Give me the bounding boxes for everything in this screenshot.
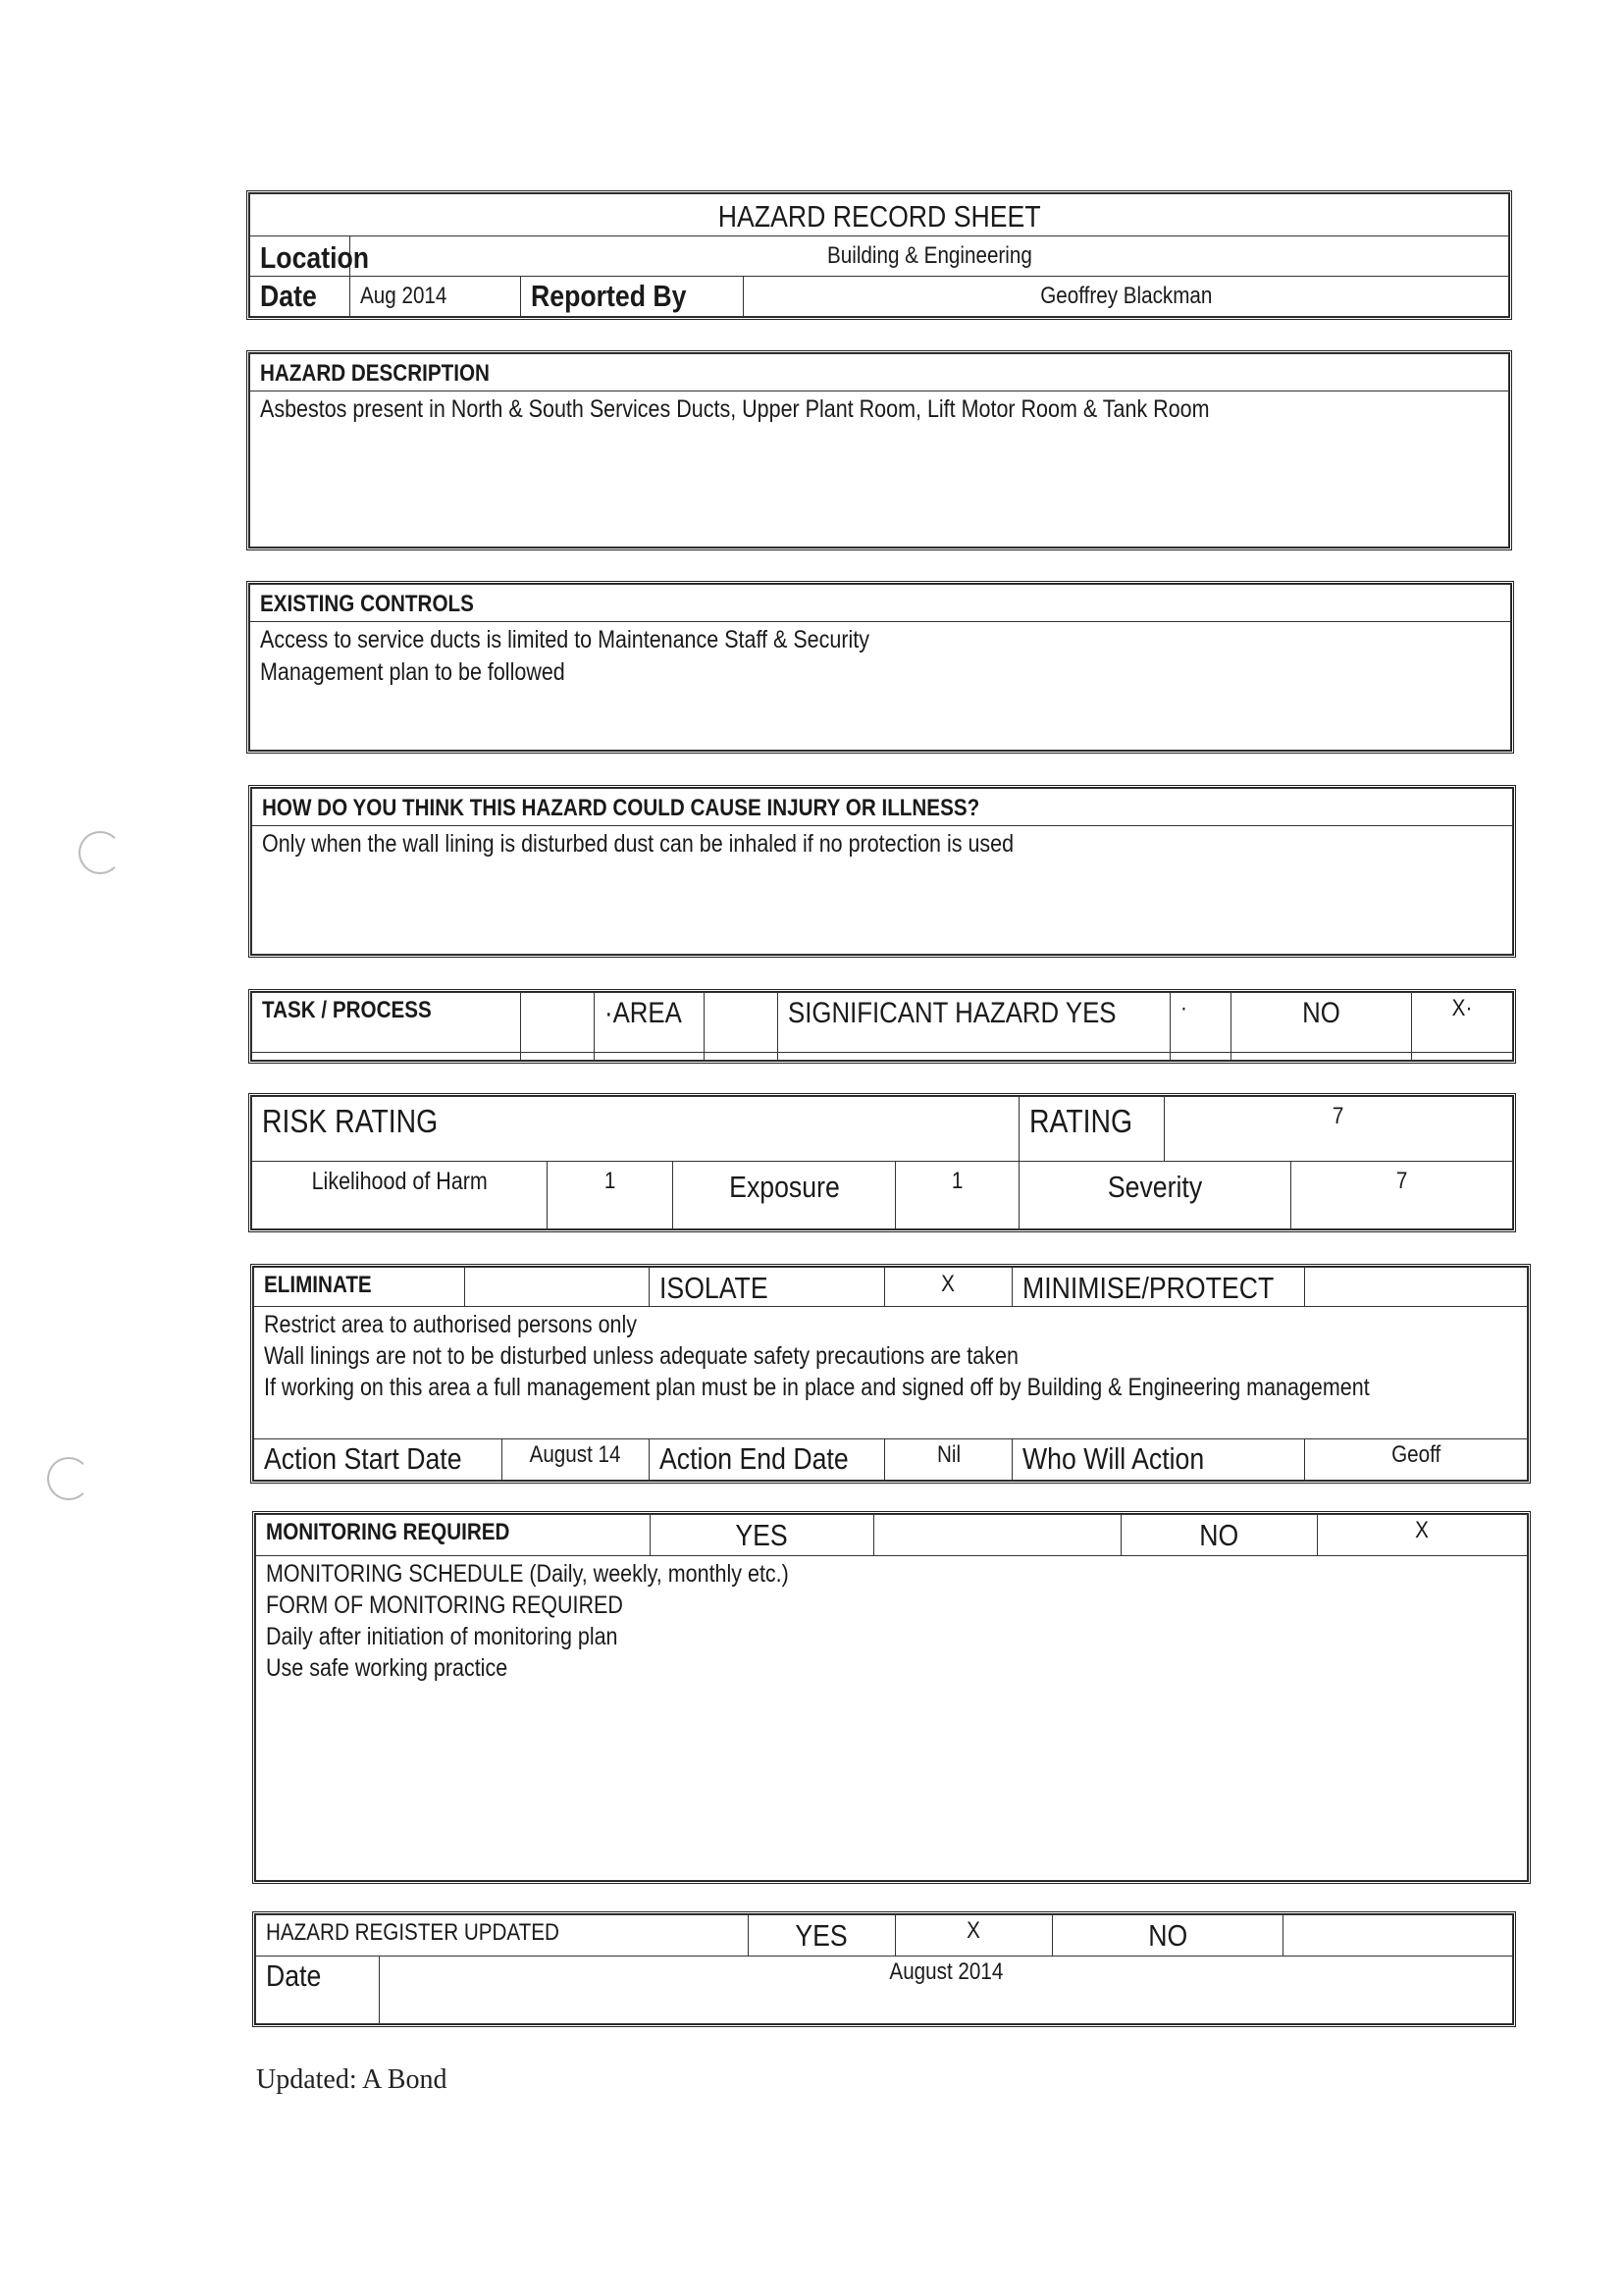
- severity-label-cell: [1020, 1162, 1291, 1229]
- monitoring-line: MONITORING SCHEDULE (Daily, weekly, monthly etc.): [266, 1560, 789, 1588]
- monitoring-line: FORM OF MONITORING REQUIRED: [266, 1592, 623, 1619]
- location-label-cell: [250, 236, 370, 277]
- controls-body: [254, 1307, 1528, 1439]
- task-process-box: [248, 989, 1516, 1064]
- punch-hole-mark: [79, 831, 122, 874]
- significant-no-label: NO: [1302, 997, 1340, 1029]
- severity-value: 7: [1395, 1168, 1408, 1194]
- updated-by-footer: Updated: A Bond: [256, 2064, 447, 2095]
- who-will-action-value: Geoff: [1390, 1441, 1441, 1468]
- register-date-value: August 2014: [889, 1958, 1003, 1985]
- eliminate-label: ELIMINATE: [264, 1272, 372, 1298]
- significant-hazard-label: SIGNIFICANT HAZARD YES: [788, 997, 1117, 1029]
- likelihood-value-cell: [548, 1162, 673, 1229]
- register-heading-cell: [256, 1915, 749, 1957]
- injury-heading: HOW DO YOU THINK THIS HAZARD COULD CAUSE INJURY OR ILLNESS?: [262, 795, 980, 821]
- controls-line: Restrict area to authorised persons only: [264, 1311, 638, 1338]
- risk-rating-table: [251, 1096, 1513, 1229]
- register-heading: HAZARD REGISTER UPDATED: [266, 1919, 559, 1946]
- hazard-description-box: [246, 350, 1512, 550]
- exposure-label: Exposure: [728, 1170, 840, 1204]
- monitoring-line: Use safe working practice: [266, 1654, 508, 1682]
- register-table: [255, 1914, 1513, 2024]
- task-process-label-cell: [252, 993, 521, 1053]
- action-start-cell: [254, 1439, 650, 1481]
- action-end-label: Action End Date: [659, 1441, 849, 1476]
- severity-value-cell: [1291, 1162, 1513, 1229]
- action-start-label-cell: [254, 1439, 501, 1480]
- action-end-value-cell: [885, 1439, 1013, 1481]
- controls-line: Wall linings are not to be disturbed unless adequate safety precautions are taken: [264, 1342, 1019, 1370]
- exposure-value-cell: [896, 1162, 1020, 1229]
- risk-rating-label-cell: [252, 1097, 1020, 1162]
- area-value-cell: [705, 993, 778, 1053]
- significant-yes-cell: [1171, 993, 1231, 1053]
- hazard-description-heading: HAZARD DESCRIPTION: [260, 360, 490, 387]
- existing-controls-line: Access to service ducts is limited to Maintenance Staff & Security: [260, 626, 869, 653]
- monitoring-yes-label: YES: [735, 1518, 789, 1552]
- register-yes-label-cell: [749, 1915, 896, 1957]
- register-date-label: Date: [266, 1958, 322, 1993]
- hazard-description-heading-cell: [250, 354, 1509, 391]
- location-value: Building & Engineering: [826, 242, 1032, 269]
- monitoring-no-label-cell: [1122, 1515, 1318, 1556]
- significant-no-value-cell: [1412, 993, 1513, 1053]
- exposure-value: 1: [951, 1168, 964, 1194]
- significant-no-label-cell: [1231, 993, 1412, 1053]
- monitoring-yes-label-cell: [651, 1515, 874, 1556]
- action-start-value-cell: [501, 1439, 649, 1480]
- monitoring-heading: MONITORING REQUIRED: [266, 1519, 510, 1545]
- monitoring-table: [255, 1514, 1528, 1881]
- injury-line: Only when the wall lining is disturbed dust can be inhaled if no protection is used: [262, 830, 1015, 858]
- register-no-label-cell: [1053, 1915, 1283, 1957]
- existing-controls-body: [250, 622, 1511, 751]
- rating-value-cell: [1165, 1097, 1513, 1162]
- area-label-cell: [595, 993, 705, 1053]
- action-end-label-cell: [650, 1439, 885, 1481]
- hazard-description-body: [250, 391, 1509, 548]
- header-table: [249, 193, 1509, 317]
- date-value: Aug 2014: [360, 283, 447, 309]
- monitoring-body: [256, 1556, 1528, 1881]
- action-start-label: Action Start Date: [264, 1441, 462, 1476]
- hazard-description-line: Asbestos present in North & South Services Ducts, Upper Plant Room, Lift Motor Room & Tank Room: [260, 395, 1210, 423]
- monitoring-line: Daily after initiation of monitoring plan: [266, 1623, 618, 1650]
- controls-table: [253, 1267, 1528, 1481]
- sheet-title-cell: [250, 194, 1509, 236]
- monitoring-yes-value-cell: [874, 1515, 1122, 1556]
- injury-heading-cell: [252, 789, 1513, 826]
- minimise-label: MINIMISE/PROTECT: [1022, 1271, 1275, 1305]
- eliminate-label-cell: [254, 1268, 465, 1307]
- hazard-description-table: [249, 353, 1509, 548]
- eliminate-value-cell: [465, 1268, 650, 1307]
- who-will-action-label: Who Will Action: [1022, 1441, 1205, 1476]
- isolate-label: ISOLATE: [659, 1271, 768, 1305]
- likelihood-label-cell: [252, 1162, 548, 1229]
- existing-controls-line: Management plan to be followed: [260, 658, 565, 686]
- isolate-value-cell: [885, 1268, 1013, 1307]
- punch-hole-mark: [47, 1457, 90, 1500]
- register-no-value-cell: [1283, 1915, 1513, 1957]
- action-start-inner: [254, 1439, 649, 1480]
- date-label: Date: [260, 279, 317, 313]
- task-process-label: TASK / PROCESS: [262, 997, 432, 1023]
- likelihood-value: 1: [603, 1168, 616, 1194]
- reported-by-value: Geoffrey Blackman: [1039, 283, 1213, 309]
- header-box: [246, 190, 1512, 320]
- existing-controls-heading: EXISTING CONTROLS: [260, 591, 474, 617]
- monitoring-no-label: NO: [1199, 1518, 1239, 1552]
- isolate-value: X: [941, 1271, 956, 1297]
- risk-rating-label: RISK RATING: [262, 1103, 439, 1139]
- minimise-value-cell: [1305, 1268, 1528, 1307]
- isolate-label-cell: [650, 1268, 885, 1307]
- task-process-value-cell: [521, 993, 595, 1053]
- significant-no-mark: X·: [1451, 995, 1473, 1021]
- register-no-label: NO: [1148, 1918, 1187, 1953]
- minimise-label-cell: [1013, 1268, 1305, 1307]
- who-value-cell: [1305, 1439, 1528, 1481]
- sheet-title: HAZARD RECORD SHEET: [717, 199, 1041, 234]
- severity-label: Severity: [1107, 1170, 1203, 1204]
- controls-box: [250, 1264, 1531, 1484]
- controls-line: If working on this area a full management plan must be in place and signed off by Building & Engineering management: [264, 1374, 1370, 1401]
- task-process-table: [251, 992, 1513, 1061]
- rating-label: RATING: [1029, 1103, 1133, 1139]
- register-yes-value: X: [967, 1917, 981, 1944]
- date-label-cell: [250, 277, 350, 317]
- monitoring-heading-cell: [256, 1515, 651, 1556]
- register-box: [252, 1911, 1516, 2027]
- monitoring-box: [252, 1511, 1531, 1884]
- action-end-value: Nil: [936, 1441, 961, 1468]
- reported-by-label-cell: [521, 277, 744, 317]
- location-value-cell: [350, 236, 1509, 277]
- register-date-value-cell: [380, 1957, 1513, 2024]
- likelihood-label: Likelihood of Harm: [311, 1168, 488, 1195]
- reported-by-value-cell: [744, 277, 1509, 317]
- date-value-cell: [350, 277, 521, 317]
- existing-controls-heading-cell: [250, 585, 1511, 622]
- rating-label-cell: [1020, 1097, 1165, 1162]
- who-label-cell: [1013, 1439, 1305, 1481]
- monitoring-no-value: X: [1415, 1517, 1430, 1543]
- existing-controls-box: [246, 581, 1514, 754]
- injury-table: [251, 788, 1513, 955]
- exposure-label-cell: [673, 1162, 896, 1229]
- reported-by-label: Reported By: [531, 279, 687, 313]
- action-start-value: August 14: [529, 1441, 621, 1468]
- significant-yes-mark: ·: [1180, 995, 1187, 1021]
- monitoring-no-value-cell: [1318, 1515, 1528, 1556]
- register-yes-value-cell: [896, 1915, 1053, 1957]
- register-yes-label: YES: [795, 1918, 849, 1953]
- significant-hazard-label-cell: [778, 993, 1171, 1053]
- register-date-label-cell: [256, 1957, 380, 2024]
- risk-rating-box: [248, 1093, 1516, 1232]
- location-label: Location: [260, 240, 370, 275]
- injury-box: [248, 785, 1516, 958]
- existing-controls-table: [249, 584, 1511, 751]
- rating-value: 7: [1333, 1103, 1344, 1129]
- area-label: ·AREA: [604, 997, 682, 1029]
- injury-body: [252, 826, 1513, 955]
